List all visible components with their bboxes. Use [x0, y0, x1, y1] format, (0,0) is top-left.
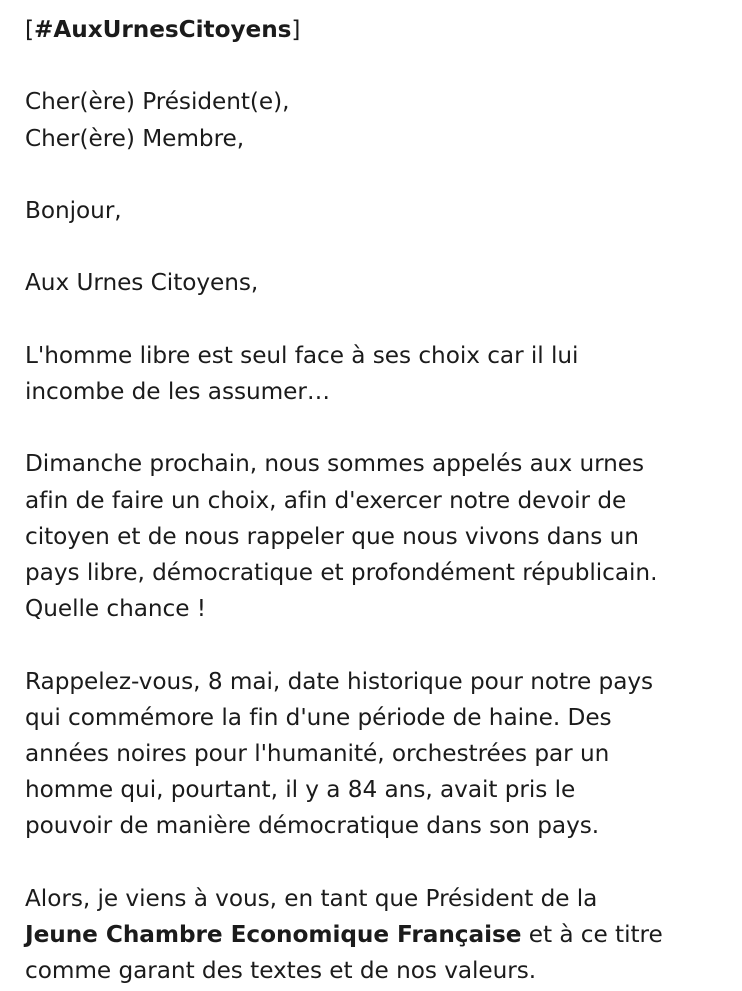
hashtag-header — [25, 12, 722, 48]
address-block — [25, 265, 722, 301]
organization-name: Jeune Chambre Economique Française — [25, 920, 522, 948]
paragraph-line: Quelle chance ! — [25, 595, 207, 623]
paragraph-line: homme qui, pourtant, il y a 84 ans, avait pris le — [25, 776, 576, 804]
salutation-line: Cher(ère) Président(e), — [25, 88, 290, 116]
hashtag-open-bracket: [ — [25, 16, 34, 43]
paragraph-line: qui commémore la fin d'une période de haine. Des — [25, 703, 612, 731]
hashtag-link[interactable]: #AuxUrnesCitoyens — [34, 16, 292, 43]
greeting-block — [25, 193, 722, 229]
paragraph-line: incombe de les assumer… — [25, 377, 331, 405]
paragraph-line: Rappelez-vous, 8 mai, date historique pour notre pays — [25, 667, 654, 695]
quote-paragraph — [25, 338, 722, 410]
paragraph-line: pays libre, démocratique et profondément républicain. — [25, 558, 658, 586]
paragraph-text: et à ce titre — [521, 920, 663, 948]
paragraph-line: Alors, je viens à vous, en tant que Président de la — [25, 884, 598, 912]
paragraph-line: années noires pour l'humanité, orchestrées par un — [25, 739, 610, 767]
paragraph-line: citoyen et de nous rappeler que nous vivons dans un — [25, 522, 639, 550]
salutation-line: Cher(ère) Membre, — [25, 124, 245, 152]
salutation-block — [25, 84, 722, 156]
greeting-line: Bonjour, — [25, 196, 122, 224]
paragraph-line: comme garant des textes et de nos valeurs. — [25, 957, 537, 985]
paragraph-line: pouvoir de manière démocratique dans son pays. — [25, 812, 600, 840]
paragraph-line — [25, 917, 722, 953]
hashtag-close-bracket: ] — [291, 16, 301, 43]
address-line: Aux Urnes Citoyens, — [25, 269, 259, 297]
paragraph-line: afin de faire un choix, afin d'exercer notre devoir de — [25, 486, 627, 514]
final-paragraph — [25, 881, 722, 990]
paragraph-line: Dimanche prochain, nous sommes appelés aux urnes — [25, 450, 645, 478]
hashtag-line — [25, 12, 722, 48]
paragraph-line: L'homme libre est seul face à ses choix car il lui — [25, 341, 579, 369]
sunday-paragraph — [25, 446, 722, 627]
history-paragraph — [25, 664, 722, 845]
